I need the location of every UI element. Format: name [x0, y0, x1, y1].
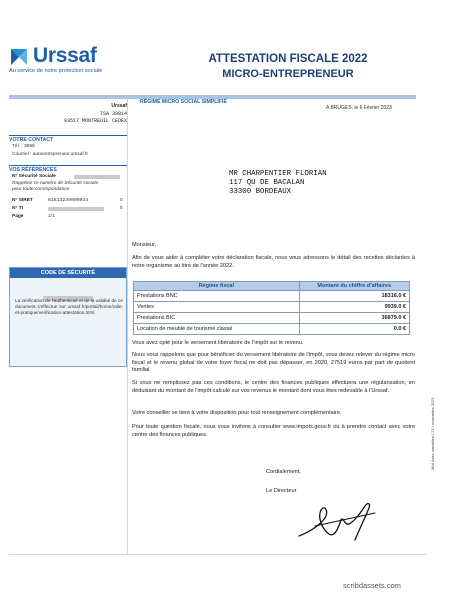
secu-value-redacted [74, 175, 120, 179]
table-cell-label: Prestations BIC [134, 313, 300, 324]
signature-image [295, 496, 385, 546]
logo-tagline: Au service de notre protection sociale [9, 68, 103, 74]
revenue-table [133, 281, 410, 335]
contact-heading: VOTRE CONTACT [9, 135, 127, 143]
siret-label: N° SIRET [12, 198, 33, 203]
intro-paragraph: Afin de vous aider à compléter votre déclaration fiscale, nous vous adressons le détail des recettes déclarées à notre organisme au titre de l'année 2022. [132, 255, 415, 269]
table-cell-label: Prestations BNC [134, 291, 300, 302]
security-text: La vérification de l'authenticité et de la validité de ce document s'effectue sur urssaf.fr/portail/home/utile-et-pratique/verification-attestation.html [15, 298, 123, 315]
recipient-line2: 117 QU DE BACALAN [229, 179, 305, 188]
table-header-montant: Montant du chiffre d'affaires [299, 282, 409, 291]
recipient-line3: 33300 BORDEAUX [229, 188, 292, 197]
secu-note-2: pour toute correspondance [12, 187, 70, 192]
table-row [134, 324, 410, 335]
table-header-regime: Régime fiscal [134, 282, 300, 291]
sender-line1: TSA 30014 [99, 110, 127, 117]
regularisation-paragraph: Si vous ne remplissez pas ces conditions, le centre des finances publiques effectuera une régularisation, en déduisant du montant de l'impôt calculé sur vos revenus le montant dont vous êtes redevable à l'Urssaf. [132, 380, 415, 394]
table-row [134, 291, 410, 302]
references-heading: VOS RÉFÉRENCES [9, 165, 127, 173]
logo-text: Urssaf [33, 44, 97, 67]
contact-info-paragraph: Pour toute question fiscale, nous vous invitons à consulter www.impots.gouv.fr ou à prendre contact avec votre centre des finances publiques. [132, 424, 415, 438]
contact-tel: Tél. : 3698 [12, 144, 35, 149]
siret-value: 81813239000034 [48, 198, 89, 203]
recipient-address [229, 170, 327, 198]
table-cell-value: 0.0 € [299, 324, 409, 335]
urssaf-logo-icon [9, 47, 29, 67]
table-cell-value: 9939.0 € [299, 302, 409, 313]
sender-line2: 93517 MONTREUIL CEDEX [63, 118, 127, 124]
signatory: Le Directeur [266, 488, 297, 494]
date-line: A BRUGES, le 6 Février 2023 [326, 105, 392, 111]
security-code-redacted [10, 290, 126, 296]
contact-courriel: Courriel : autoentrepreneur.urssaf.fr [12, 152, 88, 157]
page-value: 1/1 [48, 214, 55, 219]
table-cell-label: Location de meublé de tourisme classé [134, 324, 300, 335]
table-cell-value: 36879.0 € [299, 313, 409, 324]
closing: Cordialement, [266, 469, 301, 475]
table-row [134, 313, 410, 324]
advisor-paragraph: Votre conseiller se tient à votre disposition pour tout renseignement complémentaire. [132, 410, 342, 416]
bottom-divider [9, 554, 426, 555]
greeting: Monsieur, [132, 242, 157, 248]
security-heading: CODE DE SÉCURITÉ [10, 268, 126, 278]
reminder-paragraph: Nous vous rappelons que pour bénéficier du versement libératoire de l'impôt, vous devez relever du régime micro fiscal et le revenu global de votre foyer fiscal ne doit pas dépasser, en 2020, 27519 euros par part de quotient familial. [132, 352, 415, 374]
document-subtitle: MICRO-ENTREPRENEUR [222, 68, 354, 80]
ti-suffix: 5 [120, 206, 123, 211]
table-cell-value: 18316.0 € [299, 291, 409, 302]
ti-value-redacted [48, 207, 104, 211]
recipient-line1: MR CHARPENTIER FLORIAN [229, 170, 327, 178]
secu-note-1: Rappelez ce numéro de Sécurité sociale [12, 181, 99, 186]
document-title: ATTESTATION FISCALE 2022 [208, 53, 368, 65]
table-cell-label: Ventes [134, 302, 300, 313]
watermark: scribdassets.com [343, 581, 401, 590]
secu-label: N° Sécurité Sociale [12, 174, 56, 179]
ti-label: N° TI [12, 206, 23, 211]
table-row [134, 302, 410, 313]
security-code-box [9, 267, 127, 367]
table-header-row [134, 282, 410, 291]
page-label: Page [12, 214, 24, 219]
option-paragraph: Vous avez opté pour le versement libératoire de l'impôt sur le revenu. [132, 340, 304, 346]
side-code: MAI Avec variables / 22 / novembre 2021 [430, 397, 435, 470]
column-divider [127, 99, 128, 554]
siret-suffix: 0 [120, 198, 123, 203]
sender-address [9, 103, 127, 126]
regime-label: RÉGIME MICRO SOCIAL SIMPLIFIÉ [140, 99, 227, 105]
sender-name: Urssaf [111, 103, 127, 109]
